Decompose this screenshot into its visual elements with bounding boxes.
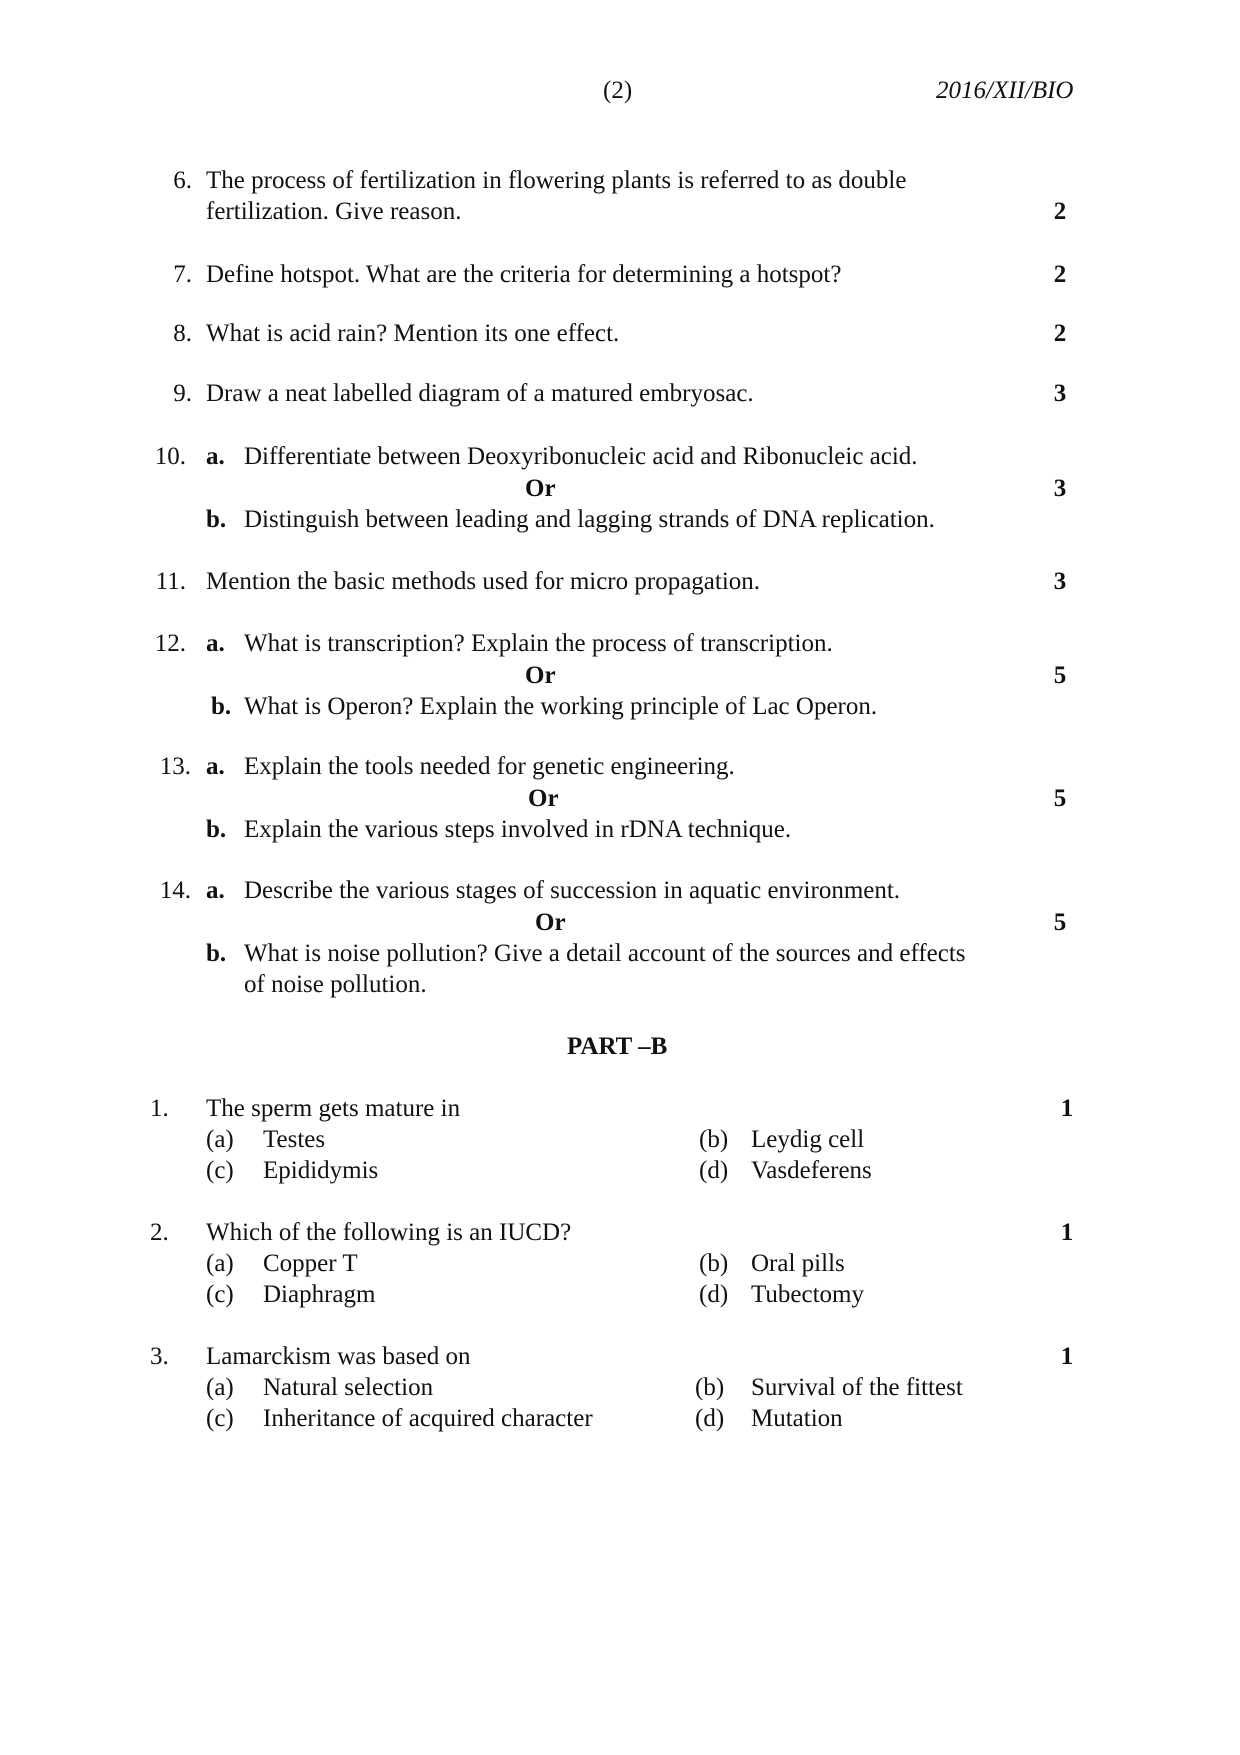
option-label: b. <box>211 693 232 720</box>
marks: 5 <box>1053 909 1067 936</box>
marks: 3 <box>1053 475 1067 502</box>
option-text: Leydig cell <box>751 1126 865 1153</box>
question-text: of noise pollution. <box>244 971 427 998</box>
question-text: Differentiate between Deoxyribonucleic acid and Ribonucleic acid. <box>244 443 918 470</box>
marks: 5 <box>1053 662 1067 689</box>
question-text: What is noise pollution? Give a detail account of the sources and effects <box>244 940 966 967</box>
option-label: (d) <box>699 1281 729 1308</box>
option-text: Copper T <box>263 1250 358 1277</box>
marks: 3 <box>1053 568 1067 595</box>
question-number: 11. <box>155 568 186 595</box>
option-text: Diaphragm <box>263 1281 376 1308</box>
option-text: Testes <box>263 1126 326 1153</box>
question-text: The process of fertilization in flowering plants is referred to as double <box>206 167 907 194</box>
option-label: (a) <box>206 1250 234 1277</box>
option-label: a. <box>206 630 225 657</box>
question-text: What is Operon? Explain the working principle of Lac Operon. <box>244 693 878 720</box>
option-text: Survival of the fittest <box>751 1374 963 1401</box>
or-separator: Or <box>528 785 559 812</box>
question-text: Lamarckism was based on <box>206 1343 471 1370</box>
section-title: PART –B <box>567 1033 668 1060</box>
option-text: Natural selection <box>263 1374 434 1401</box>
marks: 2 <box>1053 198 1067 225</box>
marks: 1 <box>1060 1095 1074 1122</box>
marks: 5 <box>1053 785 1067 812</box>
question-number: 13. <box>159 753 191 780</box>
option-label: b. <box>206 506 227 533</box>
option-text: Tubectomy <box>751 1281 864 1308</box>
option-label: a. <box>206 753 225 780</box>
or-separator: Or <box>525 475 556 502</box>
question-text: What is transcription? Explain the process of transcription. <box>244 630 833 657</box>
question-number: 8. <box>173 320 192 347</box>
option-text: Inheritance of acquired character <box>263 1405 593 1432</box>
option-label: (c) <box>206 1405 234 1432</box>
option-label: (b) <box>695 1374 725 1401</box>
option-label: (b) <box>699 1126 729 1153</box>
option-label: (b) <box>699 1250 729 1277</box>
marks: 2 <box>1053 261 1067 288</box>
question-text: Explain the tools needed for genetic engineering. <box>244 753 735 780</box>
question-number: 3. <box>150 1343 169 1370</box>
paper-code: 2016/XII/BIO <box>936 77 1074 104</box>
question-text: Draw a neat labelled diagram of a matured embryosac. <box>206 380 754 407</box>
option-label: b. <box>206 940 227 967</box>
question-number: 7. <box>173 261 192 288</box>
question-text: Distinguish between leading and lagging strands of DNA replication. <box>244 506 935 533</box>
or-separator: Or <box>535 909 566 936</box>
question-number: 14. <box>159 877 191 904</box>
option-label: a. <box>206 877 225 904</box>
or-separator: Or <box>525 662 556 689</box>
question-number: 1. <box>150 1095 169 1122</box>
page-number: (2) <box>603 77 633 104</box>
option-label: (a) <box>206 1374 234 1401</box>
option-label: (d) <box>699 1157 729 1184</box>
option-text: Epididymis <box>263 1157 379 1184</box>
marks: 3 <box>1053 380 1067 407</box>
question-text: Mention the basic methods used for micro propagation. <box>206 568 761 595</box>
option-label: (d) <box>695 1405 725 1432</box>
option-text: Oral pills <box>751 1250 845 1277</box>
marks: 2 <box>1053 320 1067 347</box>
option-label: b. <box>206 816 227 843</box>
question-text: Explain the various steps involved in rDNA technique. <box>244 816 792 843</box>
option-label: a. <box>206 443 225 470</box>
question-text: Define hotspot. What are the criteria for determining a hotspot? <box>206 261 842 288</box>
question-text: Which of the following is an IUCD? <box>206 1219 572 1246</box>
marks: 1 <box>1060 1219 1074 1246</box>
option-text: Mutation <box>751 1405 843 1432</box>
question-number: 2. <box>150 1219 169 1246</box>
option-label: (a) <box>206 1126 234 1153</box>
question-text: What is acid rain? Mention its one effect. <box>206 320 620 347</box>
question-number: 9. <box>173 380 192 407</box>
question-text: The sperm gets mature in <box>206 1095 461 1122</box>
question-number: 6. <box>173 167 192 194</box>
option-text: Vasdeferens <box>751 1157 872 1184</box>
question-text: Describe the various stages of succession in aquatic environment. <box>244 877 901 904</box>
question-number: 12. <box>154 630 186 657</box>
question-number: 10. <box>154 443 186 470</box>
option-label: (c) <box>206 1281 234 1308</box>
question-text: fertilization. Give reason. <box>206 198 462 225</box>
marks: 1 <box>1060 1343 1074 1370</box>
option-label: (c) <box>206 1157 234 1184</box>
